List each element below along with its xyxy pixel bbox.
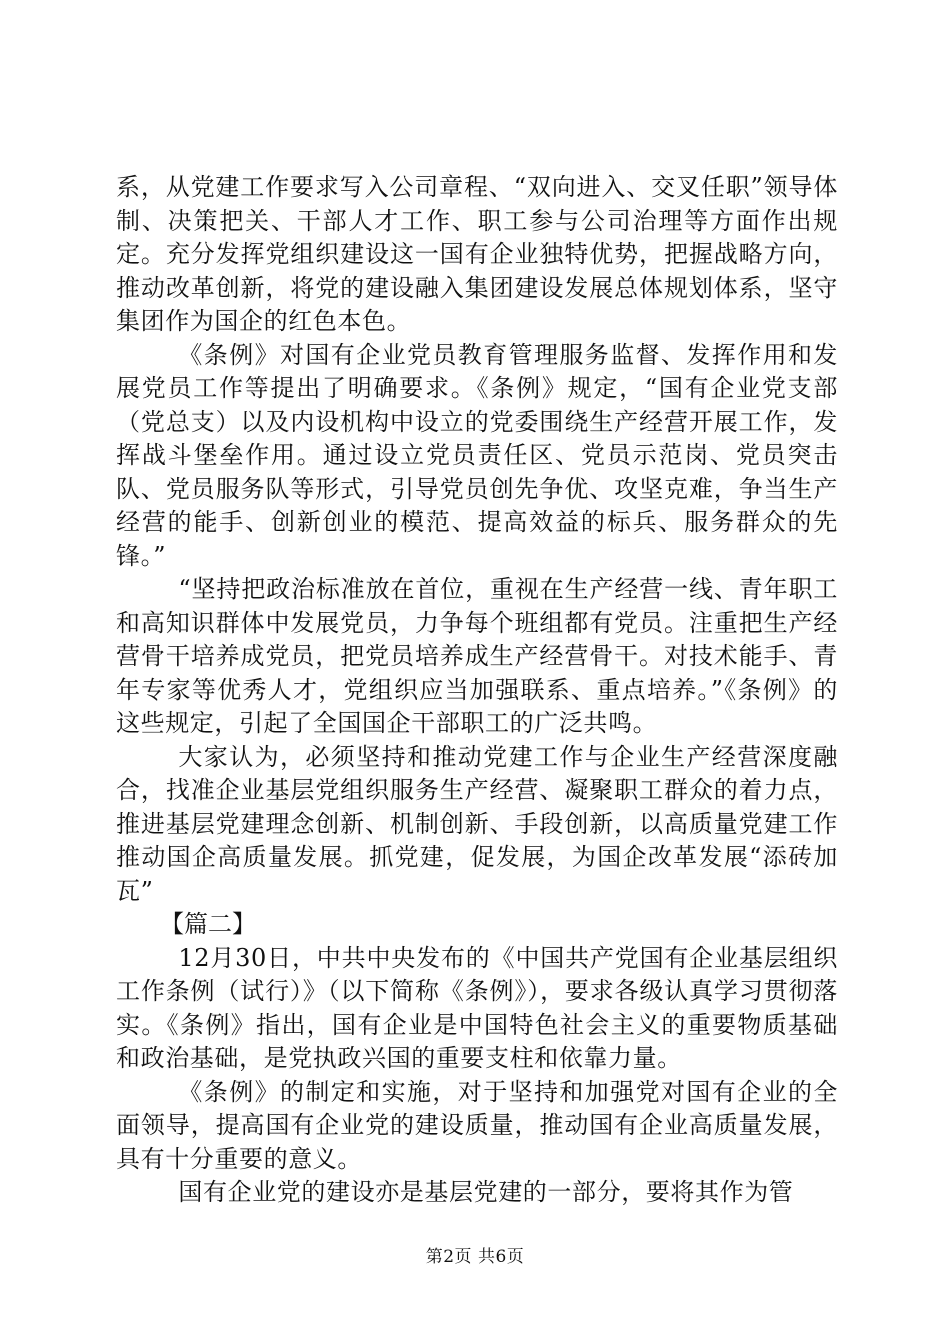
- paragraph-5: 12月30日，中共中央发布的《中国共产党国有企业基层组织工作条例（试行）》（以下简称《条例》），要求各级认真学习贯彻落实。《条例》指出，国有企业是中国特色社会主义的重要物质基础和政治基础，是党执政兴国的重要支柱和依靠力量。: [116, 943, 838, 1072]
- paragraph-7: 国有企业党的建设亦是基层党建的一部分，要将其作为管: [178, 1178, 794, 1206]
- body-text: [116, 171, 838, 1210]
- page-footer: 第2页 共6页: [425, 1247, 525, 1267]
- paragraph-1: 系，从党建工作要求写入公司章程、“双向进入、交叉任职”领导体制、决策把关、干部人才工作、职工参与公司治理等方面作出规定。充分发挥党组织建设这一国有企业独特优势，把握战略方向，推动改革创新，将党的建设融入集团建设发展总体规划体系，坚守集团作为国企的红色本色。: [116, 173, 838, 335]
- paragraph-4: 大家认为，必须坚持和推动党建工作与企业生产经营深度融合，找准企业基层党组织服务生产经营、凝聚职工群众的着力点，推进基层党建理念创新、机制创新、手段创新，以高质量党建工作推动国企高质量发展。抓党建，促发展，为国企改革发展“添砖加瓦”: [116, 742, 838, 905]
- paragraph-2: 《条例》对国有企业党员教育管理服务监督、发挥作用和发展党员工作等提出了明确要求。《条例》规定，“国有企业党支部（党总支）以及内设机构中设立的党委围绕生产经营开展工作，发挥战斗堡垒作用。通过设立党员责任区、党员示范岗、党员突击队、党员服务队等形式，引导党员创先争优、攻坚克难，争当生产经营的能手、创新创业的模范、提高效益的标兵、服务群众的先锋。”: [116, 340, 838, 570]
- paragraph-6: 《条例》的制定和实施，对于坚持和加强党对国有企业的全面领导，提高国有企业党的建设质量，推动国有企业高质量发展，具有十分重要的意义。: [116, 1077, 838, 1173]
- section-heading: 【篇二】: [160, 910, 256, 938]
- paragraph-3: “坚持把政治标准放在首位，重视在生产经营一线、青年职工和高知识群体中发展党员，力争每个班组都有党员。注重把生产经营骨干培养成党员，把党员培养成生产经营骨干。对技术能手、青年专家等优秀人才，党组织应当加强联系、重点培养。”《条例》的这些规定，引起了全国国企干部职工的广泛共鸣。: [116, 575, 838, 737]
